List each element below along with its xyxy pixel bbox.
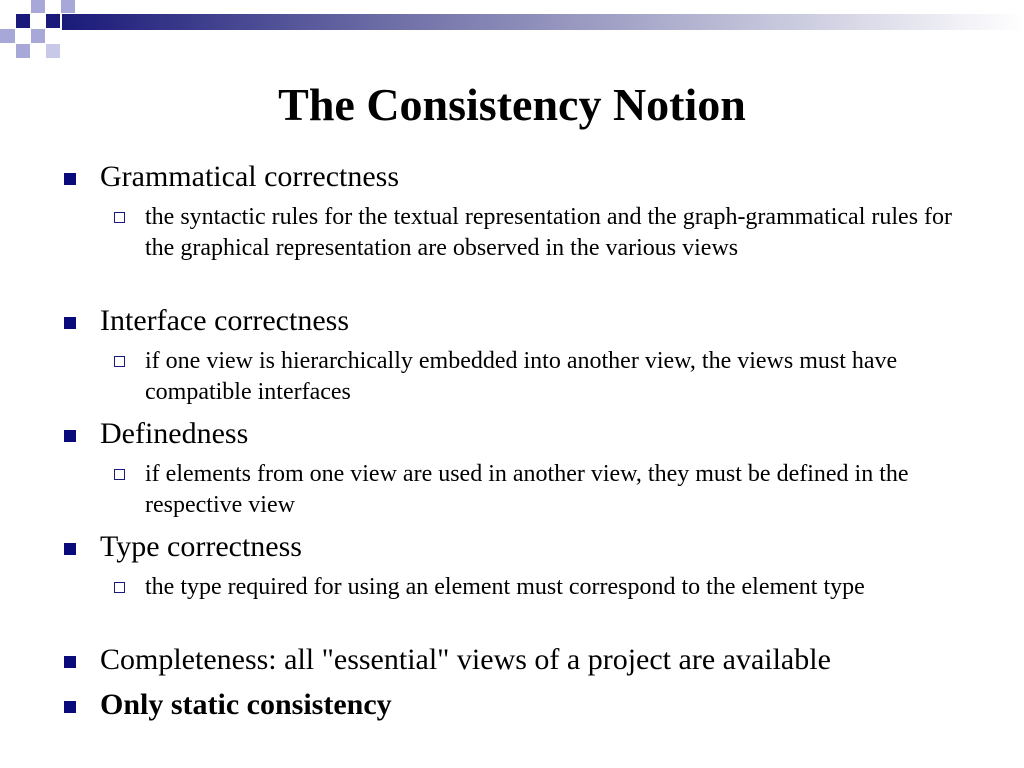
bullet-text: Grammatical correctness	[100, 160, 400, 193]
hollow-square-bullet-icon	[114, 212, 125, 223]
sub-bullet-text: if elements from one view are used in another view, they must be defined in the respective view	[145, 461, 909, 518]
slide-title: The Consistency Notion	[278, 79, 746, 130]
bullet-text: Definedness	[100, 417, 249, 450]
square-bullet-icon	[64, 317, 76, 329]
bullet-text: Completeness: all "essential" views of a project are available	[100, 643, 831, 676]
square-bullet-icon	[64, 543, 76, 555]
sub-bullet-text: the syntactic rules for the textual representation and the graph-grammatical rules for the graphical representation are observed in the various views	[145, 204, 953, 261]
bullet-text-bold: Only static consistency	[100, 688, 392, 721]
hollow-square-bullet-icon	[114, 356, 125, 367]
bullet-text: Type correctness	[100, 530, 302, 563]
hollow-square-bullet-icon	[114, 582, 125, 593]
sub-bullet-text: the type required for using an element must correspond to the element type	[145, 574, 865, 600]
square-bullet-icon	[64, 701, 76, 713]
bullet-text: Interface correctness	[100, 304, 349, 337]
sub-bullet-text: if one view is hierarchically embedded into another view, the views must have compatible interfaces	[145, 348, 898, 405]
square-bullet-icon	[64, 173, 76, 185]
square-bullet-icon	[64, 430, 76, 442]
square-bullet-icon	[64, 656, 76, 668]
hollow-square-bullet-icon	[114, 469, 125, 480]
